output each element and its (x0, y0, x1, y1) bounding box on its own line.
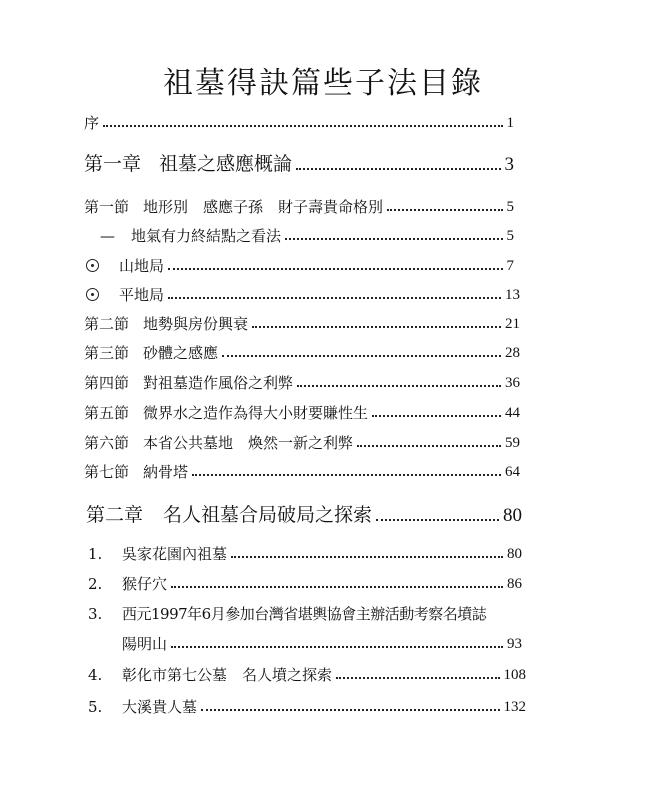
dot-leader (372, 415, 501, 417)
section-prefix: 第一節 (84, 198, 130, 216)
entry-text: 地勢與房份興衰 (143, 315, 249, 333)
page-number: 28 (505, 345, 520, 361)
item-number: 2. (88, 575, 103, 593)
toc-entry[interactable] (86, 287, 520, 303)
entry-label: 序 (84, 114, 100, 132)
page-number: 93 (507, 636, 522, 652)
page-number: 80 (507, 546, 522, 562)
dot-leader (376, 519, 499, 521)
item-number: 3. (88, 605, 103, 623)
toc-entry[interactable] (88, 577, 522, 592)
dot-leader (387, 209, 502, 211)
dot-leader (168, 268, 502, 270)
entry-text: 微界水之造作為得大小財要賺性生 (143, 404, 369, 422)
toc-entry[interactable] (88, 668, 526, 683)
toc-entry-preface[interactable] (84, 116, 514, 131)
entry-text: 陽明山 (122, 635, 168, 653)
chapter-prefix: 第二章 (86, 504, 144, 526)
dot-leader (336, 677, 499, 679)
dot-leader (201, 709, 499, 711)
toc-entry[interactable] (88, 700, 526, 715)
page-number: 5 (506, 228, 514, 244)
page-number: 7 (506, 258, 514, 274)
toc-entry[interactable] (84, 465, 520, 480)
chapter-prefix: 第一章 (84, 153, 142, 175)
entry-text: 吳家花園內祖墓 (122, 545, 228, 563)
chapter-title: 名人祖墓合局破局之探索 (163, 504, 373, 526)
page-number: 59 (505, 435, 520, 451)
toc-entry[interactable] (88, 607, 522, 622)
section-prefix: 第五節 (84, 404, 130, 422)
entry-text: 山地局 (119, 257, 165, 275)
page-number: 44 (505, 405, 520, 421)
dot-leader (252, 326, 501, 328)
section-prefix: 第三節 (84, 344, 130, 362)
entry-text: 本省公共墓地 煥然一新之利弊 (143, 434, 354, 452)
dash-prefix: — (100, 227, 115, 245)
toc-entry[interactable] (84, 436, 520, 451)
toc-entry[interactable] (122, 637, 522, 652)
page-number: 3 (504, 154, 514, 175)
page-number: 80 (503, 505, 522, 526)
entry-text: 西元1997年6月參加台灣省堪輿協會主辦活動考察名墳誌 (122, 605, 487, 623)
entry-text: 對祖墓造作風俗之利弊 (143, 374, 294, 392)
page-number: 132 (503, 699, 526, 715)
dot-leader (285, 238, 502, 240)
page-number: 36 (505, 375, 520, 391)
toc-chapter-2[interactable] (86, 506, 522, 525)
page-number: 108 (503, 667, 526, 683)
dot-leader (357, 445, 501, 447)
section-prefix: 第二節 (84, 315, 130, 333)
dot-leader (168, 297, 501, 299)
dot-leader (192, 474, 501, 476)
toc-entry[interactable] (88, 547, 522, 562)
toc-entry[interactable] (84, 346, 520, 361)
page-number: 13 (505, 287, 520, 303)
entry-text: 彰化市第七公墓 名人墳之探索 (122, 666, 333, 684)
page-number: 21 (505, 316, 520, 332)
dot-leader (222, 355, 501, 357)
item-number: 4. (88, 666, 103, 684)
chapter-title: 祖墓之感應概論 (159, 153, 293, 175)
item-number: 1. (88, 545, 103, 563)
entry-text: 地形別 感應子孫 財子壽貴命格別 (143, 198, 384, 216)
toc-entry[interactable] (84, 406, 520, 421)
entry-text: 砂體之感應 (143, 344, 219, 362)
entry-text: 平地局 (119, 286, 165, 304)
toc-entry[interactable] (84, 376, 520, 391)
chapter-label (86, 506, 372, 525)
section-prefix: 第七節 (84, 463, 130, 481)
dot-leader (296, 168, 500, 170)
entry-text: 猴仔穴 (122, 575, 168, 593)
toc-entry[interactable] (100, 229, 514, 244)
page-title: 祖墓得訣篇些子法目錄 (163, 66, 483, 101)
dot-leader (171, 646, 503, 648)
page-number: 86 (507, 576, 522, 592)
section-prefix: 第六節 (84, 434, 130, 452)
toc-entry[interactable] (84, 317, 520, 332)
entry-text: 地氣有力終結點之看法 (131, 227, 282, 245)
toc-entry[interactable] (86, 258, 514, 274)
toc-entry[interactable] (84, 200, 514, 215)
bullet-circle-icon (86, 288, 99, 301)
page-number: 1 (506, 115, 514, 131)
bullet-circle-icon (86, 259, 99, 272)
toc-chapter-1[interactable] (84, 155, 514, 174)
entry-text: 大溪貴人墓 (122, 698, 198, 716)
page-number: 64 (505, 464, 520, 480)
dot-leader (103, 125, 502, 127)
chapter-label (84, 155, 292, 174)
item-number: 5. (88, 698, 103, 716)
dot-leader (297, 385, 501, 387)
entry-text: 納骨塔 (143, 463, 189, 481)
dot-leader (231, 556, 503, 558)
section-prefix: 第四節 (84, 374, 130, 392)
dot-leader (171, 586, 503, 588)
page-number: 5 (506, 199, 514, 215)
